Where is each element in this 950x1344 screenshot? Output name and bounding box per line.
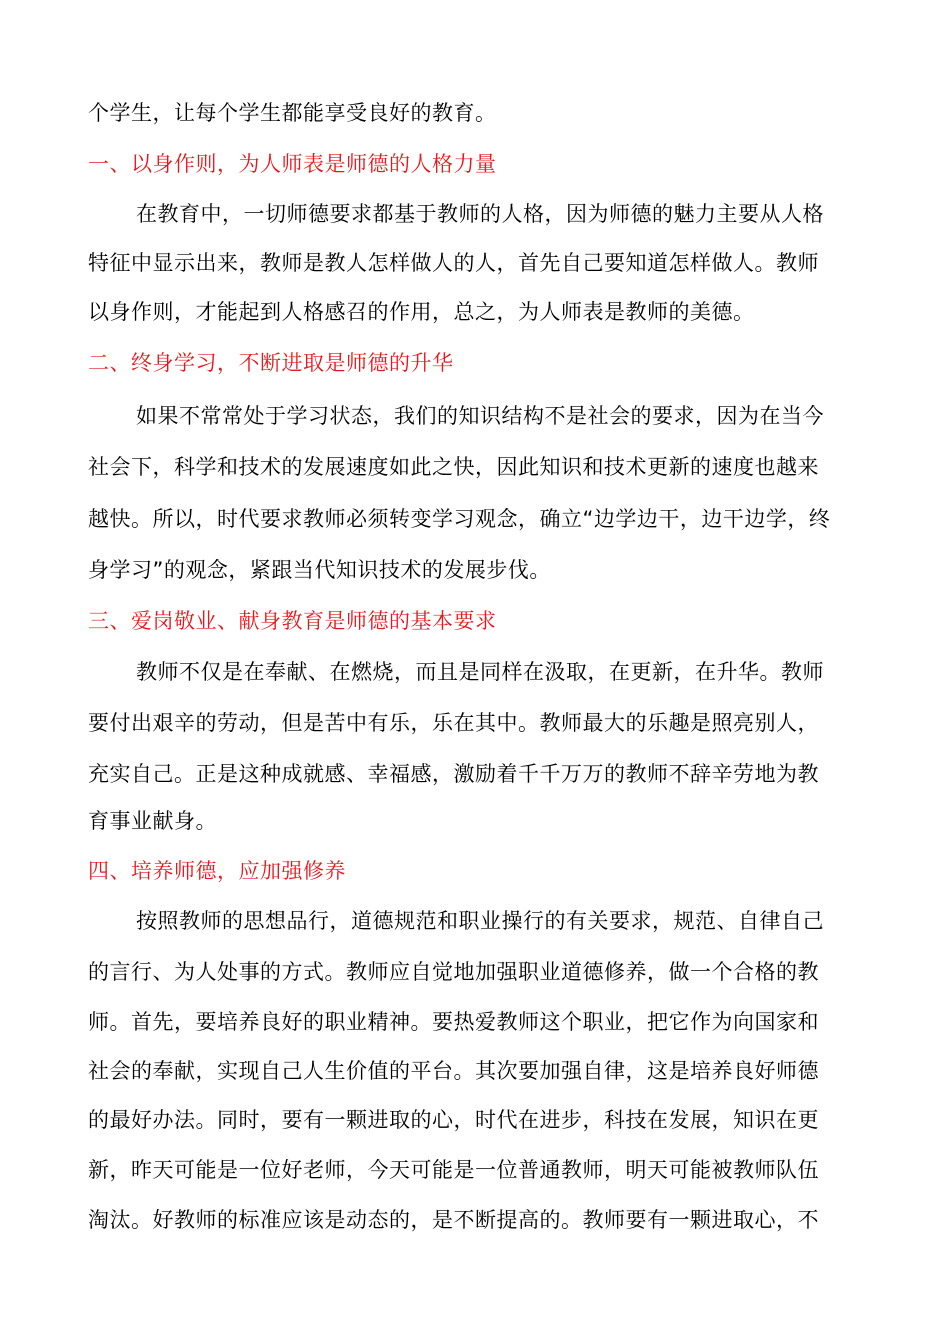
text-line: 社会下，科学和技术的发展速度如此之快，因此知识和技术更新的速度也越来 — [88, 455, 819, 479]
text-line: 身学习”的观念，紧跟当代知识技术的发展步伐。 — [88, 558, 551, 582]
section-heading-2: 二、终身学习，不断进取是师德的升华 — [88, 351, 454, 375]
text-line: 教师不仅是在奉献、在燃烧，而且是同样在汲取，在更新，在升华。教师 — [136, 660, 824, 684]
text-line: 淘汰。好教师的标准应该是动态的，是不断提高的。教师要有一颗进取心，不 — [88, 1208, 819, 1232]
text-line: 充实自己。正是这种成就感、幸福感，激励着千千万万的教师不辞辛劳地为教 — [88, 762, 819, 786]
text-line: 师。首先，要培养良好的职业精神。要热爱教师这个职业，把它作为向国家和 — [88, 1010, 819, 1034]
text-line: 的言行、为人处事的方式。教师应自觉地加强职业道德修养，做一个合格的教 — [88, 960, 819, 984]
text-line: 新，昨天可能是一位好老师，今天可能是一位普通教师，明天可能被教师队伍 — [88, 1158, 819, 1182]
text-line: 育事业献身。 — [88, 809, 217, 833]
text-line: 以身作则，才能起到人格感召的作用，总之，为人师表是教师的美德。 — [88, 300, 755, 324]
text-line: 在教育中，一切师德要求都基于教师的人格，因为师德的魅力主要从人格 — [136, 202, 824, 226]
text-line: 特征中显示出来，教师是教人怎样做人的人，首先自己要知道怎样做人。教师 — [88, 251, 819, 275]
text-line: 要付出艰辛的劳动，但是苦中有乐，乐在其中。教师最大的乐趣是照亮别人， — [88, 711, 819, 735]
text-line: 越快。所以，时代要求教师必须转变学习观念，确立“边学边干，边干边学，终 — [88, 507, 831, 531]
section-heading-3: 三、爱岗敬业、献身教育是师德的基本要求 — [88, 609, 497, 633]
text-line: 的最好办法。同时，要有一颗进取的心，时代在进步，科技在发展，知识在更 — [88, 1108, 819, 1132]
text-line: 如果不常常处于学习状态，我们的知识结构不是社会的要求，因为在当今 — [136, 404, 824, 428]
text-line: 个学生，让每个学生都能享受良好的教育。 — [88, 101, 497, 125]
section-heading-4: 四、培养师德，应加强修养 — [88, 859, 346, 883]
text-line: 社会的奉献，实现自己人生价值的平台。其次要加强自律，这是培养良好师德 — [88, 1059, 819, 1083]
section-heading-1: 一、以身作则，为人师表是师德的人格力量 — [88, 152, 497, 176]
text-line: 按照教师的思想品行，道德规范和职业操行的有关要求，规范、自律自己 — [136, 909, 824, 933]
